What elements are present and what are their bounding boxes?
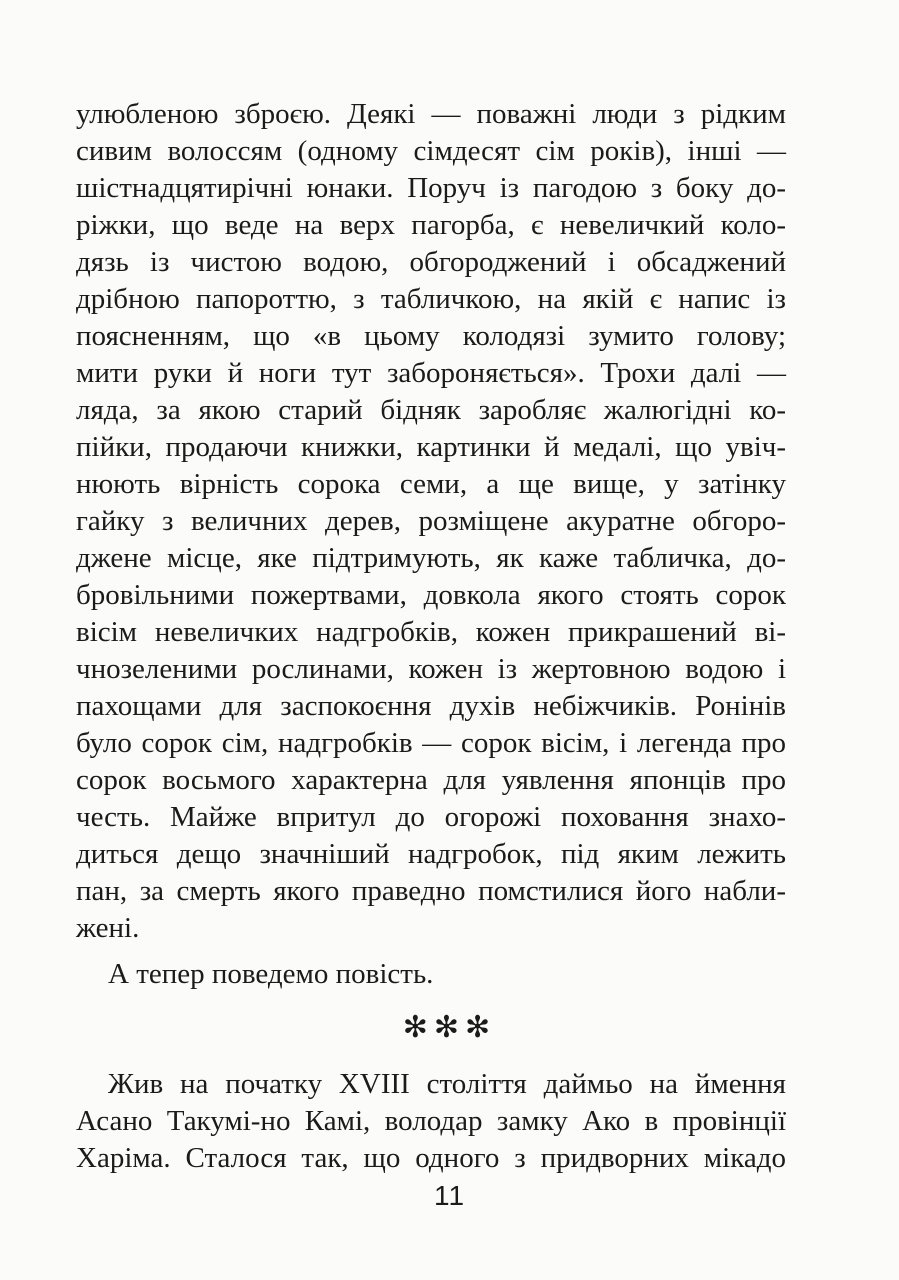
- text-line: чнозеленими рослинами, кожен із жертовною водою і: [76, 653, 786, 685]
- section-divider-ornament: ✻✻✻: [402, 1010, 497, 1045]
- text-line: честь. Майже впритул до огорожі поховання знахо-: [76, 801, 786, 833]
- text-line: сивим волоссям (одному сімдесят сім років), інші —: [76, 135, 786, 167]
- paragraph-line: А тепер поведемо повість.: [108, 958, 434, 990]
- text-line: сорок восьмого характерна для уявлення японців про: [76, 764, 786, 796]
- text-line: ляда, за якою старий бідняк заробляє жалюгідні ко-: [76, 394, 786, 426]
- text-line: дязь із чистою водою, обгороджений і обсаджений: [76, 246, 786, 278]
- text-line: диться дещо значніший надгробок, під яким лежить: [76, 838, 786, 870]
- text-line: дрібною папороттю, з табличкою, на якій є напис із: [76, 283, 786, 315]
- text-line: Харіма. Сталося так, що одного з придворних мікадо: [76, 1142, 786, 1174]
- text-line: джене місце, яке підтримують, як каже табличка, до-: [76, 542, 786, 574]
- text-line: пахощами для заспокоєння духів небіжчиків. Ронінів: [76, 690, 786, 722]
- text-line: було сорок сім, надгробків — сорок вісім, і легенда про: [76, 727, 786, 759]
- text-line: вісім невеличких надгробків, кожен прикрашений ві-: [76, 616, 786, 648]
- next-section-text: [76, 1066, 786, 1177]
- text-line: Жив на початку XVIII століття даймьо на ймення: [108, 1068, 786, 1100]
- text-line: улюбленою зброєю. Деякі — поважні люди з рідким: [76, 98, 786, 130]
- text-line: шістнадцятирічні юнаки. Поруч із пагодою з боку до-: [76, 172, 786, 204]
- text-line: гайку з величних дерев, розміщене акуратне обгоро-: [76, 505, 786, 537]
- text-line: жені.: [76, 912, 140, 944]
- text-line: пійки, продаючи книжки, картинки й медалі, що увіч-: [76, 431, 786, 463]
- text-line: мити руки й ноги тут забороняється». Трохи далі —: [76, 357, 786, 389]
- text-line: Асано Такумі-но Камі, володар замку Ако в провінції: [76, 1105, 786, 1137]
- page-number: 11: [433, 1180, 466, 1211]
- main-text: [76, 96, 786, 993]
- text-line: поясненням, що «в цьому колодязі зумито голову;: [76, 320, 786, 352]
- text-line: бровільними пожертвами, довкола якого стоять сорок: [76, 579, 786, 611]
- text-line: пан, за смерть якого праведно помстилися його набли-: [76, 875, 786, 907]
- text-line: нюють вірність сорока семи, а ще вище, у затінку: [76, 468, 786, 500]
- text-line: ріжки, що веде на верх пагорба, є невеличкий коло-: [76, 209, 786, 241]
